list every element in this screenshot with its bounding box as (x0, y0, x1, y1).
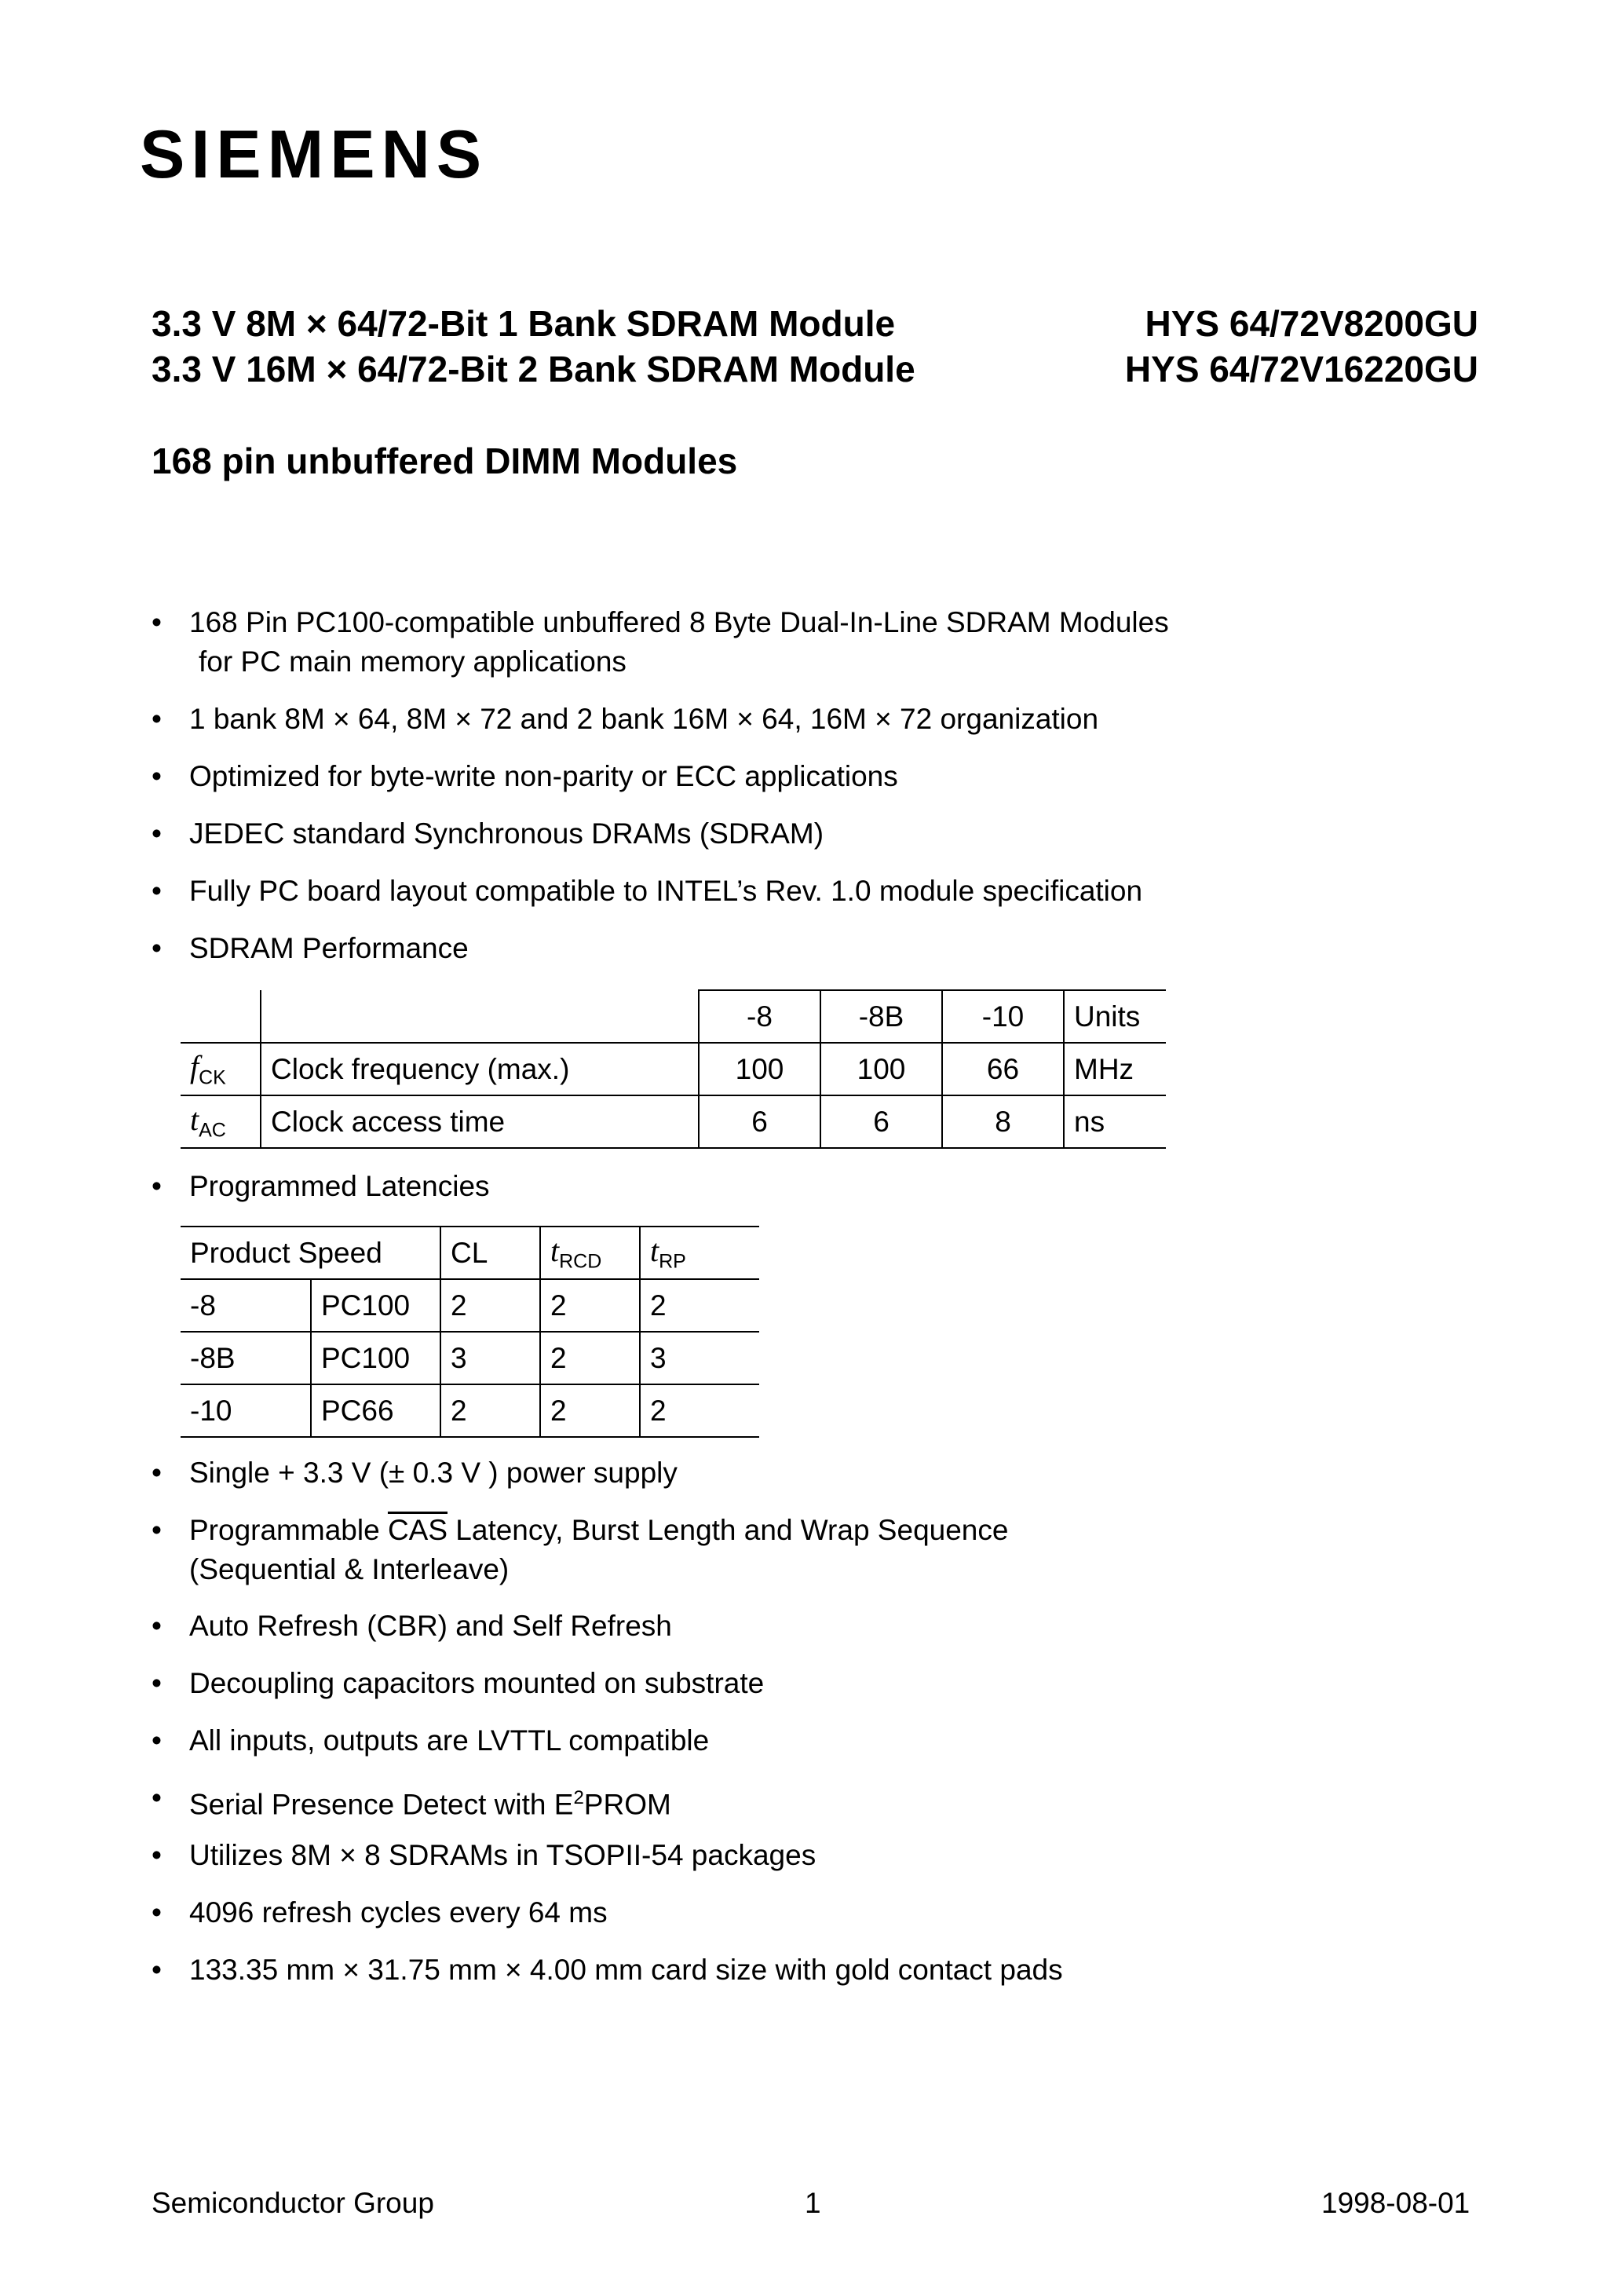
table-header-trcd (540, 1227, 640, 1279)
bullet-dot: • (152, 1667, 162, 1699)
bullet-dot: • (152, 1610, 162, 1642)
bullet-text: Decoupling capacitors mounted on substrate (189, 1667, 765, 1699)
table-cell: 2 (440, 1384, 540, 1437)
table-cell: 2 (540, 1279, 640, 1332)
bullet-dot: • (152, 606, 162, 638)
subtitle: 168 pin unbuffered DIMM Modules (152, 441, 738, 481)
table-header: Units (1064, 990, 1166, 1043)
bullet-dot: • (152, 1170, 162, 1202)
table-cell: Clock access time (261, 1095, 699, 1148)
title-line-2 (152, 348, 1478, 390)
table-cell: 6 (820, 1095, 942, 1148)
table-row (181, 1095, 1166, 1148)
superscript: 2 (573, 1787, 584, 1808)
footer-publisher: Semiconductor Group (152, 2187, 434, 2219)
symbol-subscript: RCD (559, 1250, 602, 1273)
bullet-dot: • (152, 1839, 162, 1871)
page-number: 1 (805, 2187, 821, 2219)
symbol-cell (181, 1095, 261, 1148)
table-cell: 100 (820, 1043, 942, 1095)
table-row (181, 1384, 759, 1437)
bullet-text: 168 Pin PC100-compatible unbuffered 8 Byte Dual-In-Line SDRAM Modules (189, 606, 1169, 638)
bullet-dot: • (152, 1724, 162, 1757)
bullet-text: All inputs, outputs are LVTTL compatible (189, 1724, 710, 1757)
bullet-text: Fully PC board layout compatible to INTEL’s Rev. 1.0 module specification (189, 875, 1143, 907)
table-header: Product Speed (181, 1227, 440, 1279)
table-cell: -8 (181, 1279, 311, 1332)
bullet-dot: • (152, 1514, 162, 1546)
performance-table (181, 989, 1166, 1149)
table-cell: 2 (440, 1279, 540, 1332)
table-cell: -8B (181, 1332, 311, 1384)
table-cell: 2 (540, 1332, 640, 1384)
table-header: CL (440, 1227, 540, 1279)
part-number-1: HYS 64/72V8200GU (1145, 303, 1478, 344)
symbol-subscript: AC (199, 1119, 226, 1142)
bullet-text: 4096 refresh cycles every 64 ms (189, 1896, 608, 1929)
bullet-text (189, 1511, 1008, 1550)
table-cell: Clock frequency (max.) (261, 1043, 699, 1095)
bullet-text: Programmed Latencies (189, 1170, 490, 1202)
footer-date: 1998-08-01 (1321, 2187, 1470, 2219)
bullet-dot: • (152, 1954, 162, 1986)
table-header: -10 (942, 990, 1064, 1043)
table-cell: 2 (640, 1279, 759, 1332)
table-cell: MHz (1064, 1043, 1166, 1095)
bullet-dot: • (152, 1457, 162, 1489)
latencies-table (181, 1226, 759, 1438)
cas-signal: $\overline{CAS}$ (387, 1514, 448, 1546)
table-row (181, 1332, 759, 1384)
symbol: f (190, 1049, 199, 1085)
bullet-dot: • (152, 1896, 162, 1929)
text-run: PROM (583, 1788, 671, 1821)
bullet-text: 133.35 mm × 31.75 mm × 4.00 mm card size with gold contact pads (189, 1954, 1063, 1986)
bullet-text: Utilizes 8M × 8 SDRAMs in TSOPII-54 packages (189, 1839, 816, 1871)
bullet-text: Optimized for byte-write non-parity or ECC applications (189, 760, 898, 792)
symbol-subscript: CK (199, 1066, 226, 1089)
table-cell: 3 (440, 1332, 540, 1384)
table-row (181, 1279, 759, 1332)
table-cell: PC66 (311, 1384, 440, 1437)
title-line-1 (152, 302, 1478, 345)
table-cell: PC100 (311, 1332, 440, 1384)
part-number-2: HYS 64/72V16220GU (1124, 349, 1478, 389)
bullet-dot: • (152, 1782, 162, 1814)
table-cell: ns (1064, 1095, 1166, 1148)
bullet-text (189, 1779, 671, 1824)
bullet-text-continued: for PC main memory applications (199, 645, 627, 678)
table-header: -8 (699, 990, 820, 1043)
symbol-subscript: RP (659, 1250, 686, 1273)
bullet-text: 1 bank 8M × 64, 8M × 72 and 2 bank 16M × 64, 16M × 72 organization (189, 703, 1099, 735)
table-header: -8B (820, 990, 942, 1043)
bullet-text-continued: (Sequential & Interleave) (189, 1553, 510, 1585)
table-cell-empty (261, 990, 699, 1043)
title-1-text: 3.3 V 8M × 64/72-Bit 1 Bank SDRAM Module (152, 303, 896, 344)
table-cell: 6 (699, 1095, 820, 1148)
bullet-dot: • (152, 875, 162, 907)
table-row (181, 1227, 759, 1279)
symbol: t (550, 1233, 560, 1269)
symbol-cell (181, 1043, 261, 1095)
bullet-text: SDRAM Performance (189, 932, 469, 964)
table-cell: -10 (181, 1384, 311, 1437)
text-run: Serial Presence Detect with E (189, 1788, 574, 1821)
text-run: Programmable (189, 1514, 388, 1546)
table-cell: 2 (640, 1384, 759, 1437)
table-cell: 3 (640, 1332, 759, 1384)
bullet-dot: • (152, 817, 162, 850)
table-cell: 66 (942, 1043, 1064, 1095)
symbol: t (190, 1102, 199, 1138)
table-cell-empty (181, 990, 261, 1043)
symbol: t (650, 1233, 659, 1269)
bullet-text: JEDEC standard Synchronous DRAMs (SDRAM) (189, 817, 824, 850)
table-cell: PC100 (311, 1279, 440, 1332)
bullet-text: Single + 3.3 V (± 0.3 V ) power supply (189, 1457, 678, 1489)
table-header-trp (640, 1227, 759, 1279)
table-row (181, 990, 1166, 1043)
table-cell: 100 (699, 1043, 820, 1095)
bullet-text: Auto Refresh (CBR) and Self Refresh (189, 1610, 672, 1642)
table-row (181, 1043, 1166, 1095)
table-cell: 2 (540, 1384, 640, 1437)
text-run: Latency, Burst Length and Wrap Sequence (448, 1514, 1009, 1546)
bullet-dot: • (152, 760, 162, 792)
siemens-logo: SIEMENS (140, 117, 488, 192)
table-cell: 8 (942, 1095, 1064, 1148)
bullet-dot: • (152, 932, 162, 964)
bullet-dot: • (152, 703, 162, 735)
title-2-text: 3.3 V 16M × 64/72-Bit 2 Bank SDRAM Module (152, 349, 915, 389)
